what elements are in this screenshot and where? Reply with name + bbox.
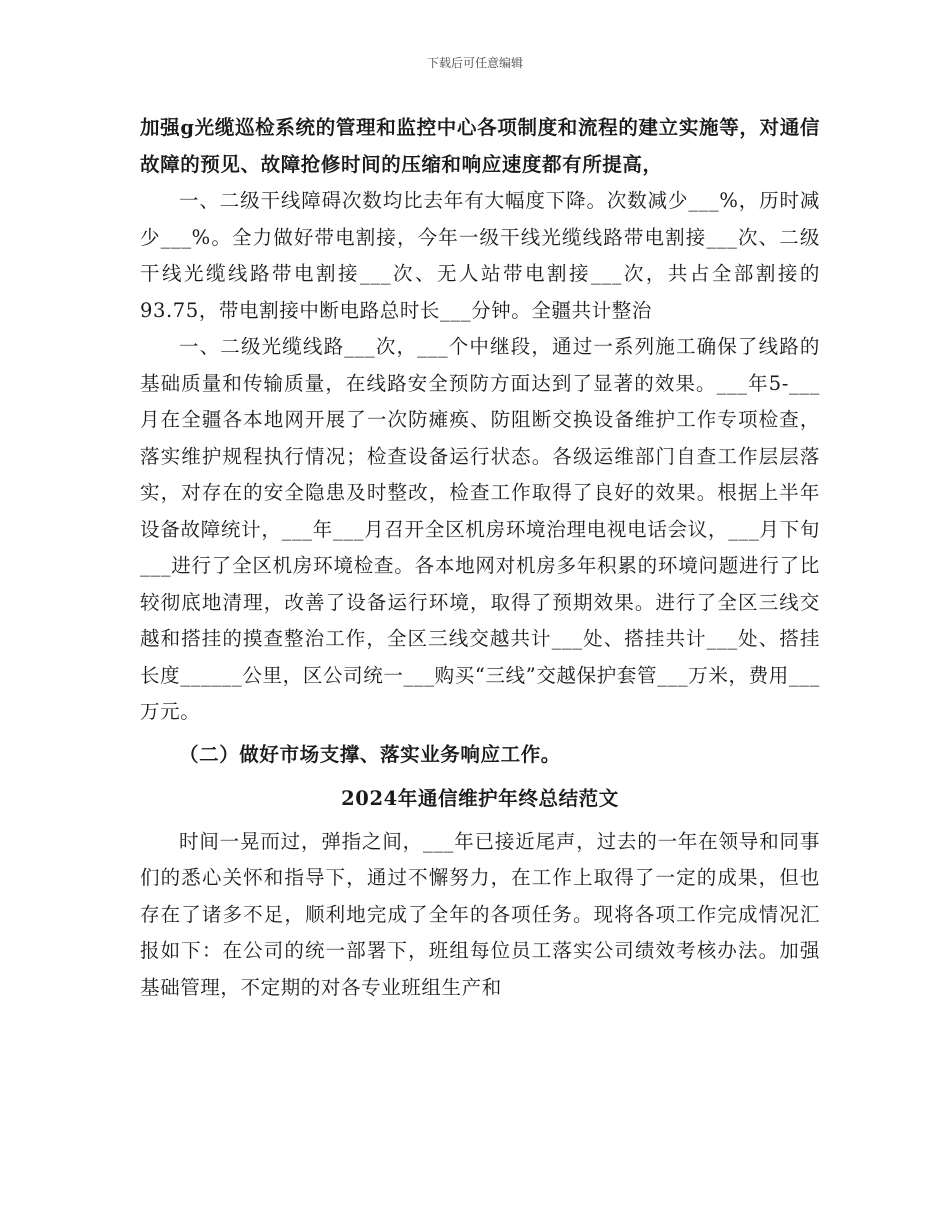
paragraph-intro: 加强g光缆巡检系统的管理和监控中心各项制度和流程的建立实施等，对通信故障的预见、故障抢修时间的压缩和响应速度都有所提高， bbox=[140, 116, 820, 176]
document-title: 2024年通信维护年终总结范文 bbox=[341, 787, 619, 810]
paragraph-cable-rectification: 一、二级光缆线路___次，___个中继段，通过一系列施工确保了线路的基础质量和传输质量，在线路安全预防方面达到了显著的效果。___年5-___月在全疆各本地网开展了一次防瘫痪、防阻断交换设备维护工作专项检查，落实维护规程执行情况；检查设备运行状态。各级运维部门自查工作层层落实，对存在的安全隐患及时整改，检查工作取得了良好的效果。根据上半年设备故障统计，___年___月召开全区机房环境治理电视电话会议，___月下旬___进行了全区机房环境检查。各本地网对机房多年积累的环境问题进行了比较彻底地清理，改善了设备运行环境，取得了预期效果。进行了全区三线交越和搭挂的摸查整治工作，全区三线交越共计___处、搭挂共计___处、搭挂长度______公里，区公司统一___购买“三线”交越保护套管___万米，费用___万元。 bbox=[140, 335, 820, 723]
paragraph-summary-opening: 时间一晃而过，弹指之间，___年已接近尾声，过去的一年在领导和同事们的悉心关怀和指导下，通过不懈努力，在工作上取得了一定的成果，但也存在了诸多不足，顺利地完成了全年的各项任务。现将各项工作完成情况汇报如下：在公司的统一部署下，班组每位员工落实公司绩效考核办法。加强基础管理，不定期的对各专业班组生产和 bbox=[140, 829, 820, 999]
paragraph-trunk-faults: 一、二级干线障碍次数均比去年有大幅度下降。次数减少___%，历时减少___%。全力做好带电割接，今年一级干线光缆线路带电割接___次、二级干线光缆线路带电割接___次、无人站带电割接___次，共占全部割接的93.75，带电割接中断电路总时长___分钟。全疆共计整治 bbox=[140, 189, 820, 322]
page-header-note: 下载后可任意编辑 bbox=[426, 56, 523, 70]
document-body bbox=[140, 110, 820, 1006]
section-heading-market-support: （二）做好市场支撑、落实业务响应工作。 bbox=[179, 742, 561, 766]
